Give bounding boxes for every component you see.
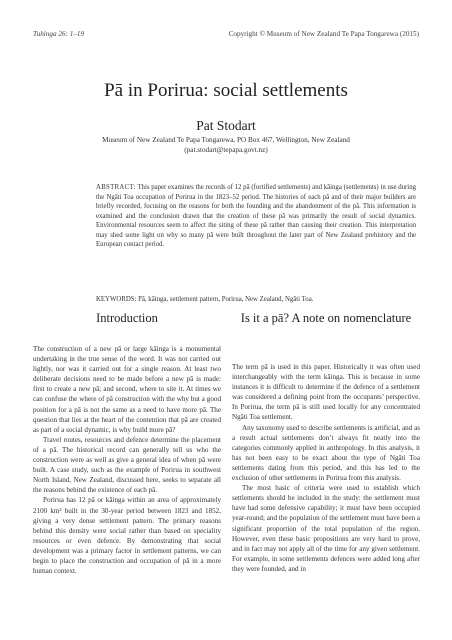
body-paragraph: Travel routes, resources and defence determine the placement of a pā. The historical record can generally tell us who the construction were as well as give a general idea of when pā were built. A case study, such as the example of Porirua in southwest North Island, New Zealand, discussed here, seeks to separate all the reasons behind the existence of each pā. — [33, 435, 221, 495]
keywords-text: Pā, kāinga, settlement pattern, Porirua, New Zealand, Ngāti Toa. — [138, 296, 314, 303]
article-title: Pā in Porirua: social settlements — [104, 80, 348, 101]
keywords-label: KEYWORDS: — [96, 296, 137, 303]
section-heading-introduction: Introduction — [96, 311, 158, 325]
affiliation-address: Museum of New Zealand Te Papa Tongarewa, PO Box 467, Wellington, New Zealand — [102, 136, 350, 144]
body-paragraph: The construction of a new pā or large kāinga is a monumental undertaking in the true sense of the word. It was not carried out lightly, nor was it carried out for a single reason. At least two deliberate decisions need to be made before a new pā is made: first to create a new pā; and second, where to site it. At times we can confuse the where of pā construction with the why but a good position for a pā is not the same as a need to have more pā. The question that lies at the heart of the contention that pā are created as part of a social dynamic, is why build more pā? — [33, 345, 221, 434]
body-paragraph: Porirua has 12 pā or kāinga within an area of approximately 2100 km² built in the 30-year period between 1823 and 1852, giving a very dense settlement pattern. The primary reasons behind this density were social rather than based on speciality resources or even defence. By demonstrating that social development was a primary factor in settlement patterns, we can begin to place the construction and occupation of pā in a more human context. — [33, 496, 221, 576]
body-paragraph: Any taxonomy used to describe settlements is artificial, and as a result actual settlements don’t always fit neatly into the categories commonly applied in anthropology. In this analysis, it has not been easy to be exact about the type of Ngāti Toa settlements dating from this period, and this has led to the exclusion of other settlements in Porirua from this analysis. — [232, 423, 420, 483]
author-name: Pat Stodart — [196, 118, 256, 133]
abstract-text: This paper examines the records of 12 pā (fortified settlements) and kāinga (settlements) in use during the Ngāti Toa occupation of Porirua in the 1823–52 period. The histories of each pā and of their major builders are briefly recorded, focusing on the reasons for both the founding and the abandonment of the pā. This information is examined and the conclusion drawn that the creation of these pā was primarily the result of social dynamics. Environmental resources seem to affect the siting of these pā rather than causing their creation. This interpretation may shed some light on why so many pā were built throughout the later part of New Zealand prehistory and the European contact period. — [96, 184, 416, 248]
body-paragraph: The most basic of criteria were used to establish which settlements should be included in the study: the settlement must have had some defensive capability; it must have been occupied year-round; and the population of the settlement must have been a significant proportion of the total population of the region. However, even these basic propositions are very hard to prove, and in fact may not apply all of the time for any given settlement. For example, in some settlements defences were added long after they were founded, and in — [232, 484, 420, 573]
nomenclature-body — [232, 362, 420, 574]
keywords — [96, 295, 416, 305]
affiliation-email: (pat.stodart@tepapa.govt.nz) — [184, 146, 268, 154]
author-affiliation — [60, 135, 392, 155]
journal-citation: Tuhinga 26: 1–19 — [33, 30, 85, 38]
running-header — [33, 30, 419, 42]
introduction-body — [33, 344, 221, 576]
copyright-notice: Copyright © Museum of New Zealand Te Papa Tongarewa (2015) — [228, 30, 419, 38]
section-heading-nomenclature: Is it a pā? A note on nomenclature — [240, 311, 412, 325]
abstract — [96, 183, 416, 250]
body-paragraph: The term pā is used in this paper. Historically it was often used interchangeably with the term kāinga. This is because in some instances it is difficult to determine if the defence of a settlement was considered a defining point from the occupants’ perspective. In Porirua, the term pā is still used locally for any concentrated Ngāti Toa settlement. — [232, 363, 420, 422]
abstract-label: ABSTRACT: — [96, 184, 136, 191]
